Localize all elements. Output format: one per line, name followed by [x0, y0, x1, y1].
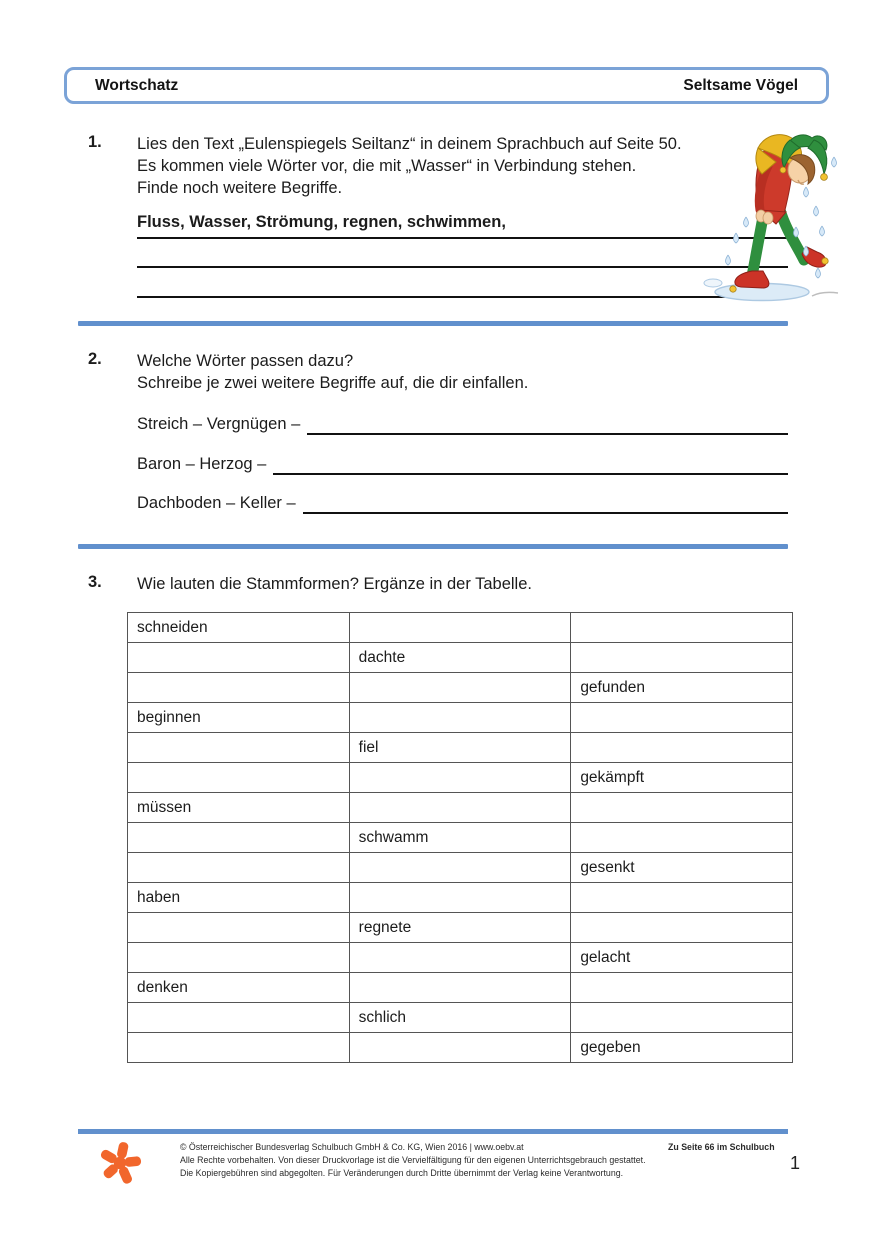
table-row: [128, 643, 793, 673]
task1-instructions: [137, 133, 682, 199]
task3-instruction: Wie lauten die Stammformen? Ergänze in der Tabelle.: [137, 575, 532, 593]
task2-number: 2.: [88, 350, 102, 368]
table-cell: [349, 943, 571, 973]
task1-line-2: Es kommen viele Wörter vor, die mit „Wasser“ in Verbindung stehen.: [137, 157, 637, 175]
table-cell: [128, 853, 350, 883]
table-cell: müssen: [128, 793, 350, 823]
table-cell: schneiden: [128, 613, 350, 643]
table-cell: [349, 1033, 571, 1063]
task2-line-1: Welche Wörter passen dazu?: [137, 352, 354, 370]
task2-item-2: [137, 452, 788, 475]
table-cell: regnete: [349, 913, 571, 943]
task2-item-3: [137, 491, 788, 514]
table-row: [128, 673, 793, 703]
table-cell: gekämpft: [571, 763, 793, 793]
table-cell: [571, 1003, 793, 1033]
table-cell: gegeben: [571, 1033, 793, 1063]
footer-legal-line-1: © Österreichischer Bundesverlag Schulbuch GmbH & Co. KG, Wien 2016 | www.oebv.at: [180, 1142, 524, 1152]
table-cell: [128, 763, 350, 793]
task1-write-line-3: [137, 296, 788, 298]
task1-number: 1.: [88, 133, 102, 151]
table-cell: [571, 883, 793, 913]
table-cell: beginnen: [128, 703, 350, 733]
table-row: [128, 943, 793, 973]
section-divider-2: [78, 544, 788, 549]
footer-legal-line-2: Alle Rechte vorbehalten. Von dieser Druckvorlage ist die Vervielfältigung für den eigenen Unterrichtsgebrauch gestattet.: [180, 1155, 646, 1166]
section-divider-1: [78, 321, 788, 326]
footer-legal-text: [180, 1141, 646, 1181]
header-box: [64, 67, 829, 104]
task1-line-3: Finde noch weitere Begriffe.: [137, 179, 343, 197]
table-row: [128, 823, 793, 853]
table-cell: [128, 913, 350, 943]
page-number: 1: [790, 1153, 801, 1173]
table-cell: [349, 703, 571, 733]
table-row: [128, 853, 793, 883]
task2-item-2-label: Baron – Herzog –: [137, 455, 267, 473]
task2-item-1-label: Streich – Vergnügen –: [137, 415, 301, 433]
table-cell: [349, 613, 571, 643]
table-cell: [128, 823, 350, 853]
table-cell: schwamm: [349, 823, 571, 853]
table-cell: [571, 793, 793, 823]
table-cell: [571, 733, 793, 763]
task2-item-1: [137, 412, 788, 435]
task2-line-2: Schreibe je zwei weitere Begriffe auf, die dir einfallen.: [137, 374, 529, 392]
task2-item-1-write-line: [307, 410, 788, 435]
schulbuch-page-reference: Zu Seite 66 im Schulbuch: [668, 1142, 775, 1152]
table-cell: haben: [128, 883, 350, 913]
task2-item-2-write-line: [273, 450, 788, 475]
table-cell: gelacht: [571, 943, 793, 973]
header-topic: Wortschatz: [95, 76, 179, 94]
task1-write-line-2: [137, 266, 788, 268]
table-cell: [128, 673, 350, 703]
task2-instructions: [137, 350, 528, 394]
table-cell: [571, 613, 793, 643]
header-chapter-title: Seltsame Vögel: [683, 76, 798, 94]
footer-legal-line-3: Die Kopiergebühren sind abgegolten. Für Veränderungen durch Dritte übernimmt der Verlag keine Verantwortung.: [180, 1168, 624, 1179]
table-cell: [128, 733, 350, 763]
task2-item-3-write-line: [303, 489, 788, 514]
oebv-logo-icon: [97, 1139, 143, 1185]
table-row: [128, 703, 793, 733]
table-row: [128, 613, 793, 643]
table-cell: [349, 973, 571, 1003]
table-row: [128, 913, 793, 943]
table-cell: [571, 913, 793, 943]
table-cell: [128, 1003, 350, 1033]
table-cell: [128, 643, 350, 673]
footer-divider: [78, 1129, 788, 1134]
table-cell: [349, 673, 571, 703]
stammformen-table: [127, 612, 793, 1063]
table-cell: [128, 943, 350, 973]
table-cell: gesenkt: [571, 853, 793, 883]
table-cell: [571, 703, 793, 733]
table-row: [128, 763, 793, 793]
table-cell: gefunden: [571, 673, 793, 703]
table-cell: [349, 853, 571, 883]
table-cell: [349, 763, 571, 793]
table-cell: [571, 643, 793, 673]
table-cell: [349, 883, 571, 913]
table-cell: denken: [128, 973, 350, 1003]
table-cell: fiel: [349, 733, 571, 763]
task1-answer-prefill-line: Fluss, Wasser, Strömung, regnen, schwimmen,: [137, 213, 788, 239]
table-cell: [349, 793, 571, 823]
task3-number: 3.: [88, 573, 102, 591]
table-cell: [571, 973, 793, 1003]
wet-jester-illustration: [700, 118, 848, 312]
task1-line-1: Lies den Text „Eulenspiegels Seiltanz“ in deinem Sprachbuch auf Seite 50.: [137, 135, 682, 153]
table-row: [128, 883, 793, 913]
table-cell: schlich: [349, 1003, 571, 1033]
table-cell: [128, 1033, 350, 1063]
table-cell: dachte: [349, 643, 571, 673]
task2-item-3-label: Dachboden – Keller –: [137, 494, 296, 512]
table-row: [128, 1003, 793, 1033]
table-row: [128, 793, 793, 823]
table-row: [128, 973, 793, 1003]
table-row: [128, 733, 793, 763]
table-row: [128, 1033, 793, 1063]
table-cell: [571, 823, 793, 853]
